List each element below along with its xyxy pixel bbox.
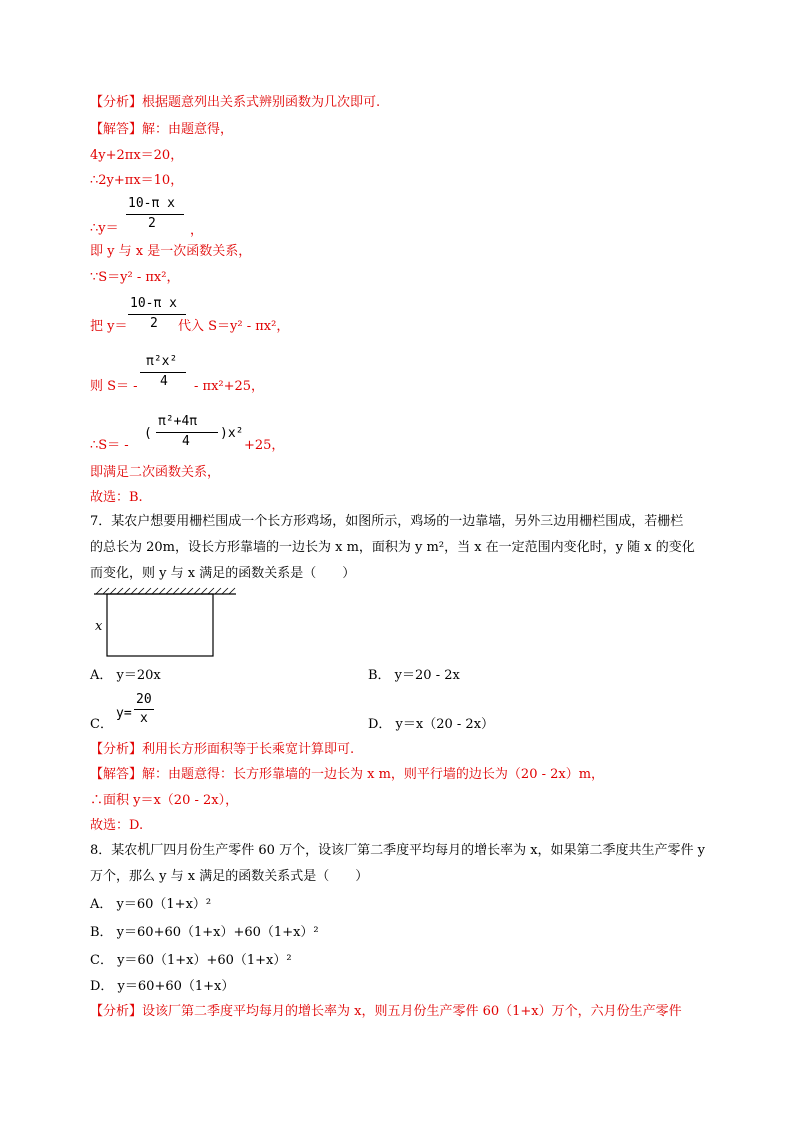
q7-option-a: A． y＝20x (90, 668, 161, 683)
open-paren: ( (144, 426, 152, 441)
fraction-bar (128, 314, 186, 315)
q7-question-line-3: 而变化，则 y 与 x 满足的函数关系是（ ） (90, 566, 356, 581)
q6-equation-3-suffix: ， (190, 223, 204, 238)
q6-final-suffix: +25， (244, 438, 285, 453)
chicken-coop-figure (90, 586, 240, 664)
q7-question-line-1: 7．某农户想要用栅栏围成一个长方形鸡场，如图所示，鸡场的一边靠墙，另外三边用栅栏围成，若栅栏 (90, 514, 684, 529)
q7-question-line-2: 的总长为 20m，设长方形靠墙的一边长为 x m，面积为 y m²，当 x 在一定范围内变化时，y 随 x 的变化 (90, 540, 695, 555)
q8-option-d: D． y＝60+60（1+x） (90, 979, 235, 994)
fraction-bar (126, 214, 184, 215)
fraction-denominator: x (140, 711, 148, 726)
fraction-numerator: π²+4π (158, 414, 198, 429)
fraction-bar (156, 432, 218, 433)
fraction-numerator: 20 (136, 692, 152, 707)
q7-answer: 【解答】解：由题意得：长方形靠墙的一边长为 x m，则平行墙的边长为（20 - 2x）m， (90, 767, 605, 782)
q6-s-definition: ∵S＝y² - πx²， (90, 270, 180, 285)
option-c-prefix: y= (116, 706, 132, 721)
figure-x-label: x (95, 619, 103, 634)
fraction-numerator: 10-π x (128, 196, 175, 211)
fraction-bar (140, 372, 186, 373)
fraction-denominator: 4 (160, 374, 168, 389)
q8-option-a: A． y＝60（1+x）² (90, 897, 212, 912)
q6-substitute-suffix: 代入 S＝y² - πx²， (178, 319, 290, 334)
fraction-denominator: 4 (182, 434, 190, 449)
q6-final-prefix: ∴S＝ - (90, 438, 129, 453)
q8-option-c: C． y＝60（1+x）+60（1+x）² (90, 953, 292, 968)
fraction-bar (134, 709, 154, 710)
q6-linear-note: 即 y 与 x 是一次函数关系， (90, 244, 252, 259)
q6-analysis: 【分析】根据题意列出关系式辨别函数为几次即可. (90, 95, 381, 110)
fraction-numerator: π²x² (146, 354, 178, 369)
q6-then-fraction (140, 348, 190, 394)
q6-equation-2: ∴2y+πx＝10， (90, 173, 184, 188)
q7-option-d: D． y＝x（20 - 2x） (368, 717, 495, 732)
close-paren-x-squared: )x² (220, 426, 244, 441)
q6-then-prefix: 则 S＝ - (90, 379, 138, 394)
q6-equation-1: 4y+2πx＝20， (90, 148, 184, 163)
q8-question-line-1: 8．某农机厂四月份生产零件 60 万个，设该厂第二季度平均每月的增长率为 x，如果第二季度共生产零件 y (90, 843, 706, 858)
q7-area: ∴面积 y＝x（20 - 2x）， (90, 793, 239, 808)
q8-analysis: 【分析】设该厂第二季度平均每月的增长率为 x，则五月份生产零件 60（1+x）万个，六月份生产零件 (90, 1004, 682, 1019)
q6-substitute-prefix: 把 y＝ (90, 319, 128, 334)
q8-question-line-2: 万个，那么 y 与 x 满足的函数关系式是（ ） (90, 869, 369, 884)
q6-equation-3-prefix: ∴y＝ (90, 221, 119, 236)
fraction-denominator: 2 (148, 216, 156, 231)
q6-conclusion: 即满足二次函数关系， (90, 465, 221, 480)
q6-answer-intro: 【解答】解：由题意得， (90, 122, 234, 137)
q7-analysis: 【分析】利用长方形面积等于长乘宽计算即可. (90, 742, 355, 757)
q7-choice: 故选：D. (90, 818, 144, 833)
q6-choice: 故选：B. (90, 490, 143, 505)
fraction-numerator: 10-π x (130, 296, 177, 311)
fraction-denominator: 2 (150, 316, 158, 331)
q7-option-c-label: C． (90, 717, 113, 732)
q7-option-b: B． y＝20 - 2x (368, 668, 460, 683)
q8-option-b: B． y＝60+60（1+x）+60（1+x）² (90, 925, 319, 940)
q6-then-suffix: - πx²+25， (194, 379, 265, 394)
q6-equation-3-fraction (126, 194, 186, 236)
q7-option-c-expression (116, 692, 176, 734)
